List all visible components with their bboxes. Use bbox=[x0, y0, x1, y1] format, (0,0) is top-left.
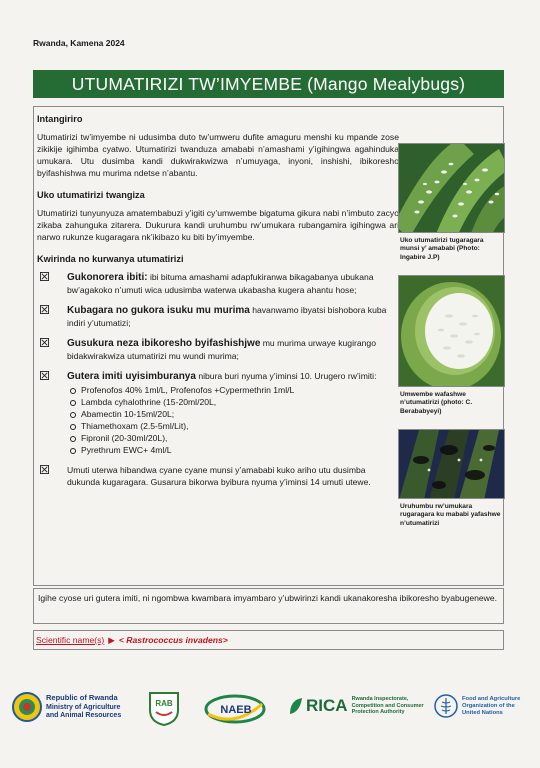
control-item bbox=[37, 464, 399, 488]
intro-heading: Intangiriro bbox=[37, 114, 83, 124]
control-item-text: Umuti uterwa hibandwa cyane cyane munsi y’amababi kuko ariho utu dusimba dukunda kugaragara. Gusarura bikorwa byibura nyuma y’iminsi 14 umuti utewe. bbox=[67, 465, 371, 487]
box-bullet-icon bbox=[40, 371, 49, 380]
damage-heading: Uko utumatirizi twangiza bbox=[37, 190, 145, 200]
minagri-name: Ministry of Agriculture and Animal Resources bbox=[46, 704, 122, 719]
control-item bbox=[37, 304, 399, 329]
pesticide-list bbox=[67, 384, 399, 456]
photo-caption: Uruhumbu rw’umukara rugaragara ku mababi yafashwe n’utumatirizi bbox=[400, 503, 501, 527]
logo-bar bbox=[10, 688, 530, 732]
photo-column bbox=[398, 143, 505, 528]
content-box bbox=[33, 106, 504, 586]
fao-name: Food and Agriculture Organization of the United Nations bbox=[462, 695, 521, 716]
control-item-bold: Gukonorera ibiti: bbox=[67, 272, 148, 283]
mealybug-leaves-image bbox=[399, 144, 505, 233]
right-arrow-icon: ▶ bbox=[108, 634, 115, 645]
control-item-text: mu murima urwaye kugirango bidakwirakwiza utumatirizi mu wundi murima; bbox=[67, 338, 376, 361]
damage-paragraph: Utumatirizi tunyunyuza amatembabuzi y’igiti cy’umwembe bigatuma gikura nabi n’imbuto zacyo zikaba zahunguka zitarera. Dukurura kandi uruhumbu rw’umukara rubangamira igihingwa ari narwo rukunze kugaragara nk’ikibazo ku biti by’imyembe. bbox=[37, 208, 399, 242]
rwanda-logo bbox=[12, 692, 126, 722]
naeb-logo bbox=[204, 694, 266, 724]
control-item-bold: Kubagara no gukora isuku mu murima bbox=[67, 305, 250, 316]
box-bullet-icon bbox=[40, 465, 49, 474]
control-list bbox=[37, 271, 399, 488]
photo-sooty-mold bbox=[398, 429, 505, 499]
rab-shield-icon bbox=[148, 690, 180, 726]
rica-text: RICA bbox=[306, 696, 348, 715]
safety-note: Igihe cyose uri gutera imiti, ni ngombwa kwambara imyambaro y’ubwirinzi kandi ukanakoresha ibikoresho byabugenewe. bbox=[33, 588, 504, 624]
document-title: UTUMATIRIZI TW’IMYEMBE (Mango Mealybugs) bbox=[33, 70, 504, 98]
intro-paragraph: Utumatirizi tw’imyembe ni udusimba duto tw’umweru dufite amaguru menshi ku mpande zose zikikije igihimba cyatwo. Utumatirizi twanduza amababi n’amashami y’igihingwa agahinduka umukara. Utu dusimba kandi dukwirakwizwa n’umuyaga, inyoni, inshishi, ibikoresho byifashishwa mu murima ndetse n’abantu. bbox=[37, 132, 399, 178]
text-column bbox=[34, 107, 399, 496]
pesticide-item: Abamectin 10-15ml/20L; bbox=[67, 408, 399, 420]
control-item bbox=[37, 370, 399, 456]
infested-mango-image bbox=[399, 276, 505, 387]
document-date: Rwanda, Kamena 2024 bbox=[33, 38, 125, 48]
pesticide-item: Fipronil (20-30ml/20L), bbox=[67, 432, 399, 444]
naeb-text: NAEB bbox=[220, 704, 252, 716]
control-item bbox=[37, 337, 399, 362]
rab-text: RAB bbox=[155, 699, 173, 708]
box-bullet-icon bbox=[40, 305, 49, 314]
control-item-text: ibi bituma amashami adapfukiranwa bikagabanya ubukana bw’agakoko n’umuti wica udusimba waterwa ukabasha kugera ahantu hose; bbox=[67, 272, 374, 295]
rica-subtitle: Rwanda Inspectorate, Competition and Consumer Protection Authority bbox=[351, 696, 424, 716]
sooty-mold-image bbox=[399, 430, 505, 499]
pesticide-item: Thiamethoxam (2.5-5ml/Lit), bbox=[67, 420, 399, 432]
rwanda-name: Republic of Rwanda bbox=[46, 693, 118, 702]
pesticide-item: Pyrethrum EWC+ 4ml/L bbox=[67, 444, 399, 456]
control-item-bold: Gusukura neza ibikoresho byifashishjwe bbox=[67, 338, 261, 349]
scientific-name-label: Scientific name(s) bbox=[36, 635, 105, 645]
rica-leaf-icon bbox=[288, 696, 304, 716]
control-item-bold: Gutera imiti uyisimburanya bbox=[67, 371, 196, 382]
control-item bbox=[37, 271, 399, 296]
control-item-text: nibura buri nyuma y’iminsi 10. Urugero rw’imiti: bbox=[195, 371, 377, 381]
scientific-name-row bbox=[33, 630, 504, 650]
photo-caption: Umwembe wafashwe n’utumatirizi (photo: C. Berababyeyi) bbox=[400, 391, 473, 415]
pesticide-item: Lambda cyhalothrine (15-20ml/20L, bbox=[67, 396, 399, 408]
pesticide-item: Profenofos 40% 1ml/L, Profenofos +Cypermethrin 1ml/L bbox=[67, 384, 399, 396]
box-bullet-icon bbox=[40, 338, 49, 347]
rica-logo bbox=[288, 696, 438, 716]
photo-caption: Uko utumatirizi tugaragara munsi y’ amababi (Photo: Ingabire J.P) bbox=[400, 237, 484, 261]
scientific-name-value: < Rastrococcus invadens> bbox=[118, 635, 228, 645]
rab-logo bbox=[148, 690, 180, 726]
control-heading: Kwirinda no kurwanya utumatirizi bbox=[37, 254, 184, 264]
box-bullet-icon bbox=[40, 272, 49, 281]
photo-infested-mango bbox=[398, 275, 505, 387]
naeb-swoosh-icon bbox=[204, 694, 266, 724]
photo-mealybugs-under-leaves bbox=[398, 143, 505, 233]
fao-emblem-icon bbox=[434, 694, 458, 718]
rwanda-seal-icon bbox=[12, 692, 42, 722]
fao-logo bbox=[434, 694, 528, 718]
control-item-text: havanwamo ibyatsi bishobora kuba indiri y’utumatizi; bbox=[67, 305, 387, 328]
